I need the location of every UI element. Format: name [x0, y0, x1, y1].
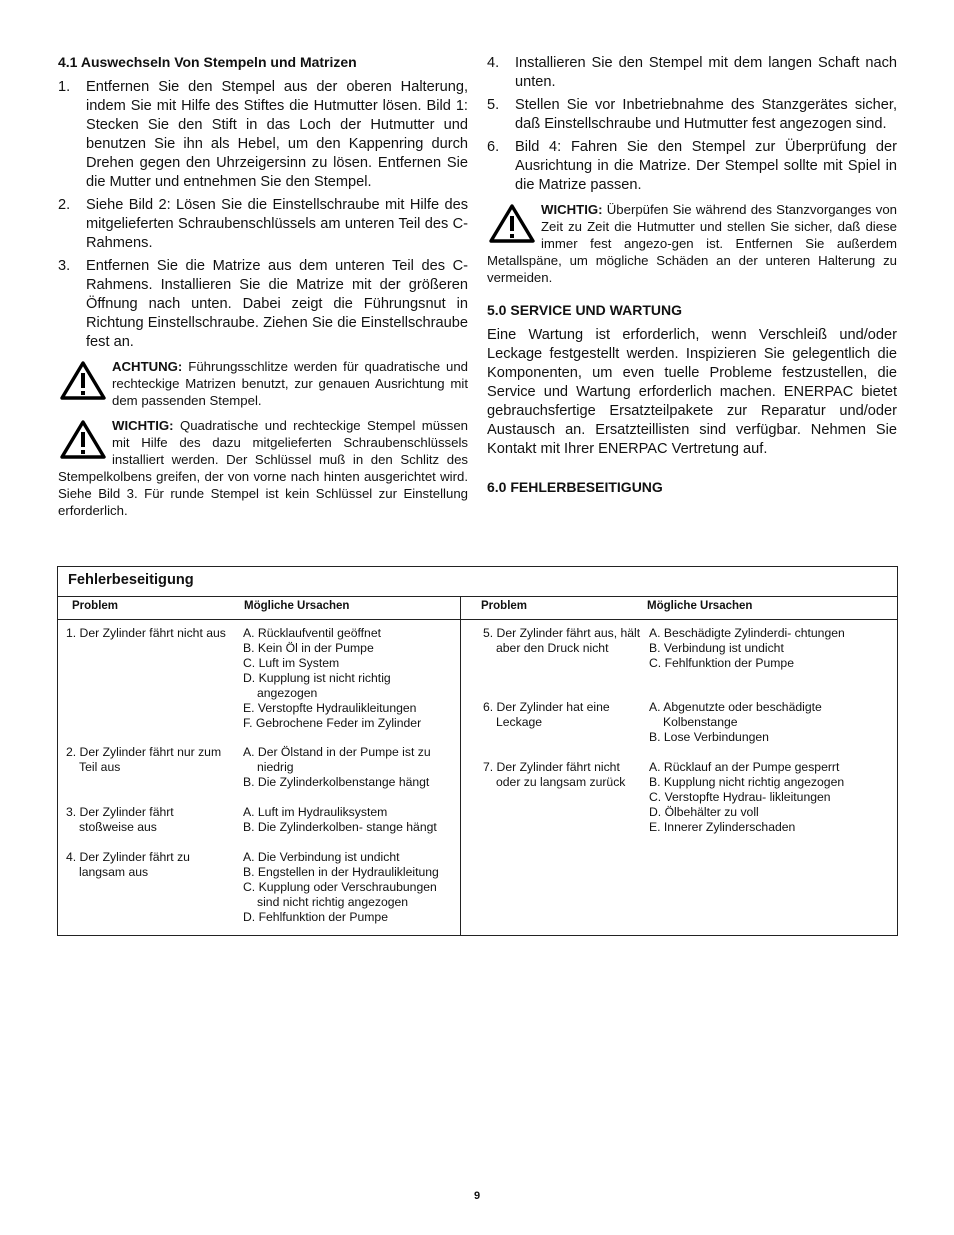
step-number: 5. — [487, 97, 500, 113]
problem-5: 5. Der Zylinder fährt aus, hält aber den Druck nicht — [483, 626, 641, 655]
cause-item: B. Kupplung nicht richtig angezogen — [649, 775, 845, 789]
warning-triangle-icon — [60, 419, 106, 459]
step-text: Stellen Sie vor Inbetriebnahme des Stanzgerätes sicher, daß Einstellschraube und Hutmutter fest angezogen sind. — [515, 97, 897, 132]
problem-6: 6. Der Zylinder hat eine Leckage — [483, 700, 610, 729]
cause-item: B. Lose Verbindungen — [649, 730, 769, 744]
warning-triangle-icon — [60, 360, 106, 400]
problem-7: 7. Der Zylinder fährt nicht oder zu langsam zurück — [483, 760, 626, 789]
cause-item: B. Die Zylinderkolben- stange hängt — [243, 820, 437, 834]
header-causes: Mögliche Ursachen — [244, 600, 350, 612]
problem-1: 1. Der Zylinder fährt nicht aus — [66, 626, 226, 640]
cause-item: E. Innerer Zylinderschaden — [649, 820, 796, 834]
table-divider — [58, 596, 897, 597]
cause-item: D. Kupplung ist nicht richtig angezogen — [243, 671, 391, 700]
problem-3: 3. Der Zylinder fährt stoßweise aus — [66, 805, 174, 834]
cause-item: A. Abgenutzte oder beschädigte Kolbenstange — [649, 700, 822, 729]
cause-item: E. Verstopfte Hydraulikleitungen — [243, 701, 417, 715]
cause-item: F. Gebrochene Feder im Zylinder — [243, 716, 422, 730]
section-heading-6-0: 6.0 FEHLERBESEITIGUNG — [487, 479, 663, 495]
cause-item: A. Luft im Hydrauliksystem — [243, 805, 388, 819]
step-text: Bild 4: Fahren Sie den Stempel zur Überprüfung der Ausrichtung in die Matrize. Der Stempel sollte mit Spiel in die Matrize passen. — [515, 139, 897, 193]
section-heading-5-0: 5.0 SERVICE UND WARTUNG — [487, 302, 682, 318]
cause-item: C. Verstopfte Hydrau- likleitungen — [649, 790, 831, 804]
step-number: 3. — [58, 258, 71, 274]
causes-1 — [243, 626, 442, 731]
cause-item: C. Luft im System — [243, 656, 340, 670]
step-text: Entfernen Sie die Matrize aus dem unteren Teil des C-Rahmens. Installieren Sie die Matrize mit der größeren Öffnung nach unten. Dabei zeigt die Führungsnut in Richtung Einstellschraube. Ziehen Sie die Einstellschraube fest an. — [86, 258, 468, 350]
table-divider — [58, 619, 897, 620]
section-heading-4-1: 4.1 Auswechseln Von Stempeln und Matrizen — [58, 54, 357, 70]
causes-6 — [649, 700, 849, 745]
important-note — [58, 417, 468, 519]
important-label: WICHTIG: — [541, 202, 603, 217]
causes-4 — [243, 850, 458, 925]
cause-item: B. Die Zylinderkolbenstange hängt — [243, 775, 430, 789]
header-problem: Problem — [72, 600, 119, 612]
problem-2: 2. Der Zylinder fährt nur zum Teil aus — [66, 745, 222, 774]
caution-note — [58, 358, 468, 409]
cause-item: B. Engstellen in der Hydraulikleitung — [243, 865, 439, 879]
cause-item: D. Fehlfunktion der Pumpe — [243, 910, 388, 924]
cause-item: B. Verbindung ist undicht — [649, 641, 784, 655]
step-number: 2. — [58, 197, 71, 213]
caution-text: Führungsschlitze werden für quadratische und rechteckige Matrizen benutzt, zur genauen Ausrichtung mit dem passenden Stempel. — [112, 359, 468, 408]
cause-item: A. Beschädigte Zylinderdi- chtungen — [649, 626, 845, 640]
table-column-divider — [460, 596, 461, 935]
problem-4: 4. Der Zylinder fährt zu langsam aus — [66, 850, 190, 879]
causes-7 — [649, 760, 879, 835]
cause-item: A. Die Verbindung ist undicht — [243, 850, 400, 864]
page-number: 9 — [473, 1190, 481, 1202]
step-text: Siehe Bild 2: Lösen Sie die Einstellschraube mit Hilfe des mitgelieferten Schraubenschlüssels am unteren Teil des C-Rahmens. — [86, 197, 468, 251]
important-note-2 — [487, 201, 897, 286]
step-text: Installieren Sie den Stempel mit dem langen Schaft nach unten. — [515, 55, 897, 90]
step-2 — [58, 196, 468, 253]
header-problem: Problem — [481, 600, 528, 612]
cause-item: A. Der Ölstand in der Pumpe ist zu niedrig — [243, 745, 431, 774]
warning-triangle-icon — [489, 203, 535, 243]
cause-item: D. Ölbehälter zu voll — [649, 805, 759, 819]
causes-2 — [243, 745, 443, 790]
step-1 — [58, 78, 468, 192]
important-text: Quadratische und rechteckige Stempel müssen mit Hilfe des dazu mitgelieferten Schraubenschlüssels installiert werden. Der Schlüssel muß in den Schlitz des Stempelkolbens greifen, der von vorne nach hinten ausgerichtet wird. Siehe Bild 3. Für runde Stempel ist kein Schlüssel zur Einstellung erforderlich. — [58, 418, 468, 518]
step-number: 4. — [487, 55, 500, 71]
caution-label: ACHTUNG: — [112, 359, 183, 374]
left-column — [58, 54, 468, 527]
step-5 — [487, 96, 897, 134]
troubleshooting-table — [57, 566, 898, 936]
cause-item: B. Kein Öl in der Pumpe — [243, 641, 374, 655]
step-number: 1. — [58, 79, 71, 95]
causes-5 — [649, 626, 864, 671]
step-4 — [487, 54, 897, 92]
header-causes: Mögliche Ursachen — [647, 600, 753, 612]
cause-item: C. Kupplung oder Verschraubungen sind nicht richtig angezogen — [243, 880, 437, 909]
service-paragraph: Eine Wartung ist erforderlich, wenn Verschleiß und/oder Leckage festgestellt werden. Inspizieren Sie gelegentlich die Komponenten, um even tuelle Probleme festzustellen, die Service und Wartung erforderlich machen. ENERPAC bietet gebrauchsfertige Ersatzteilpakete zur Reparatur und/oder Austausch an. Ersatzteillisten sind verfügbar. Nehmen Sie Kontakt mit Ihrer ENERPAC Vertretung auf. — [487, 327, 897, 457]
table-title: Fehlerbeseitigung — [68, 572, 194, 588]
cause-item: A. Rücklauf an der Pumpe gesperrt — [649, 760, 840, 774]
step-3 — [58, 257, 468, 352]
step-number: 6. — [487, 139, 500, 155]
right-column — [487, 54, 897, 503]
step-text: Entfernen Sie den Stempel aus der oberen Halterung, indem Sie mit Hilfe des Stiftes die Hutmutter lösen. Bild 1: Stecken Sie den Stift in das Loch der Hutmutter und benutzen Sie ihn als Hebel, um den Kappenring durch Drehen gegen den Uhrzeigersinn zu lösen. Entfernen Sie die Mutter und entnehmen Sie den Stempel. — [86, 79, 468, 190]
cause-item: C. Fehlfunktion der Pumpe — [649, 656, 794, 670]
causes-3 — [243, 805, 453, 835]
important-label: WICHTIG: — [112, 418, 174, 433]
cause-item: A. Rücklaufventil geöffnet — [243, 626, 381, 640]
step-6 — [487, 138, 897, 195]
important-text: Überpüfen Sie während des Stanzvorganges von Zeit zu Zeit die Hutmutter und stellen Sie sicher, daß diese immer fest angezo-gen ist. Entfernen Sie außerdem Metallspäne, um mögliche Schäden an der unteren Halterung zu vermeiden. — [487, 202, 897, 285]
